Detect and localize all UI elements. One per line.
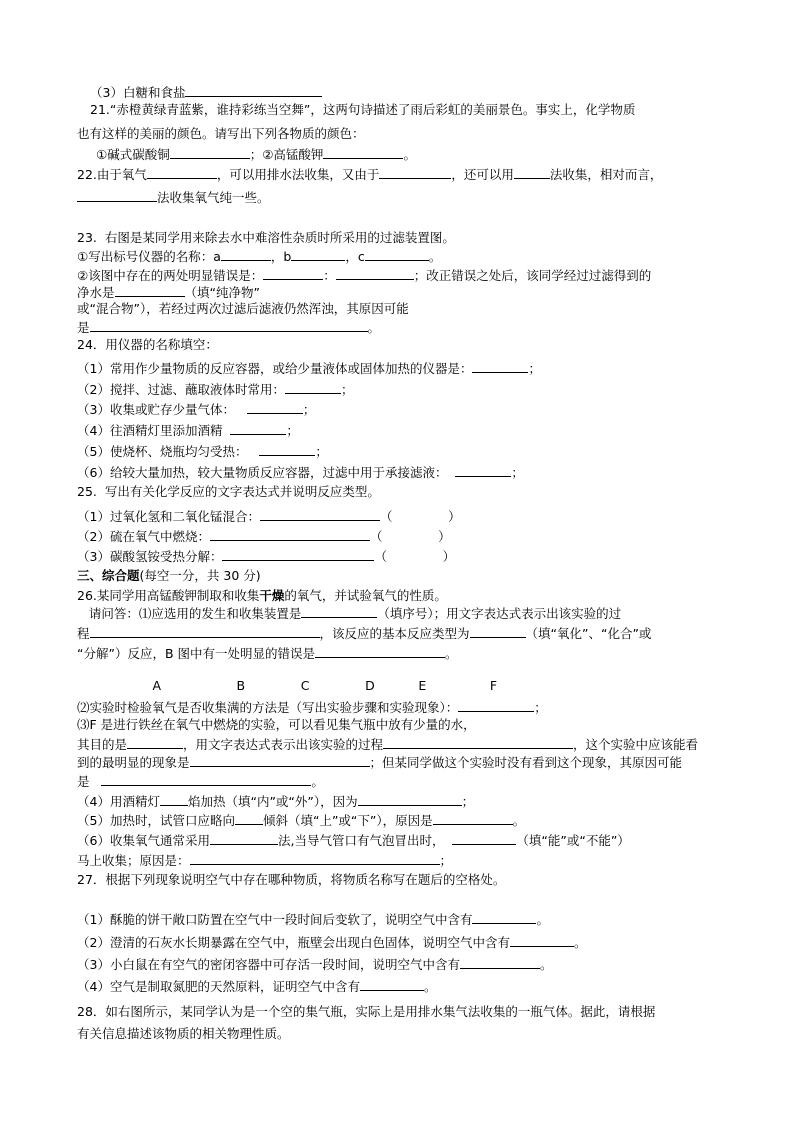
text-line xyxy=(77,484,380,500)
text-line xyxy=(77,464,524,481)
line-text: 21.“赤橙黄绿青蓝紫，谁持彩练当空舞”，这两句诗描述了雨后彩虹的美丽景色。事实上，化学物质 xyxy=(90,102,636,117)
line-text: 净水是 xyxy=(77,285,115,300)
line-text: 。 xyxy=(367,320,381,335)
line-text: 。 xyxy=(403,147,416,162)
answer-blank[interactable] xyxy=(259,443,315,456)
line-text: 23. 右图是某同学用来除去水中难溶性杂质时所采用的过滤装置图。 xyxy=(77,230,455,245)
answer-blank[interactable] xyxy=(360,978,424,991)
text-line xyxy=(77,548,455,565)
line-text: A B C D E F xyxy=(77,678,498,693)
line-text: 25. 写出有关化学反应的文字表达式并说明反应类型。 xyxy=(77,484,380,499)
text-line xyxy=(77,754,682,771)
answer-blank[interactable] xyxy=(336,267,414,280)
text-line xyxy=(77,360,541,377)
line-text: ； xyxy=(439,853,453,868)
line-text: ①写出标号仪器的名称：a xyxy=(77,249,221,264)
text-line xyxy=(77,301,409,317)
line-text: ； xyxy=(302,402,316,417)
text-line xyxy=(77,1004,655,1020)
answer-blank[interactable] xyxy=(210,832,278,845)
answer-blank[interactable] xyxy=(455,464,511,477)
answer-blank[interactable] xyxy=(115,284,185,297)
line-text: （2）硫在氧气中燃烧： xyxy=(77,529,210,544)
text-line xyxy=(77,736,698,753)
line-text: （1）酥脆的饼干敞口防置在空气中一段时间后变软了，说明空气中含有 xyxy=(77,912,473,927)
text-line xyxy=(77,588,447,604)
answer-blank[interactable] xyxy=(472,360,528,373)
answer-blank[interactable] xyxy=(323,146,403,159)
line-text: ，用文字表达式表示出该实验的过程 xyxy=(183,737,384,752)
line-text: 的氧气，并试验氧气的性质。 xyxy=(284,588,447,603)
line-text: 。 xyxy=(428,249,442,264)
answer-blank[interactable] xyxy=(472,911,536,924)
line-text: 22.由于氧气 xyxy=(77,167,147,182)
line-text: “分解”）反应，B 图中有一处明显的错误是 xyxy=(77,646,316,661)
answer-blank[interactable] xyxy=(301,605,377,618)
text-line xyxy=(77,508,461,525)
answer-blank[interactable] xyxy=(170,146,250,159)
line-text: （1）过氧化氢和二氧化锰混合： xyxy=(77,509,260,524)
bold-text: 干燥 xyxy=(259,588,285,603)
text-line xyxy=(77,267,651,284)
text-line xyxy=(77,528,451,545)
text-line xyxy=(77,248,441,265)
answer-blank[interactable] xyxy=(383,736,573,749)
answer-blank[interactable] xyxy=(147,166,217,179)
bold-text: 三、综合题 xyxy=(77,568,140,583)
text-line xyxy=(90,84,322,101)
line-text: 法,当导气管口有气泡冒出时， xyxy=(277,833,453,848)
answer-blank[interactable] xyxy=(222,548,374,561)
answer-blank[interactable] xyxy=(263,267,323,280)
line-text: ；但某同学做这个实验时没有看到这个现象，其原因可能 xyxy=(369,755,683,770)
line-text: （ ） xyxy=(379,509,461,524)
line-text: 。 xyxy=(536,912,549,927)
answer-blank[interactable] xyxy=(460,956,540,969)
line-text: 。 xyxy=(423,979,437,994)
text-line xyxy=(77,911,549,928)
line-text: 。 xyxy=(311,774,324,789)
answer-blank[interactable] xyxy=(470,625,526,638)
answer-blank[interactable] xyxy=(247,401,303,414)
answer-blank[interactable] xyxy=(190,852,440,865)
line-text: （填“纯净物” xyxy=(184,285,260,300)
answer-blank[interactable] xyxy=(210,528,370,541)
line-text: ； xyxy=(315,444,328,459)
text-line xyxy=(77,773,324,790)
line-text: （3）白糖和食盐 xyxy=(90,85,186,100)
line-text: ；②高锰酸钾 xyxy=(249,147,324,162)
text-line xyxy=(77,812,525,829)
line-text: ①碱式碳酸铜 xyxy=(96,147,170,162)
answer-blank[interactable] xyxy=(452,832,516,845)
text-line xyxy=(77,166,662,183)
line-text: ； xyxy=(534,700,547,715)
line-text: ，c xyxy=(345,249,365,264)
line-text: ⑵实验时检验氧气是否收集满的方法是（写出实验步骤和实验现象）： xyxy=(77,700,459,715)
text-line xyxy=(77,230,455,246)
line-text: （填“氧化”、“化合”或 xyxy=(525,626,652,641)
line-text: ； xyxy=(286,423,299,438)
line-text: 有关信息描述该物质的相关物理性质。 xyxy=(77,1026,290,1041)
text-line xyxy=(77,678,497,694)
text-line xyxy=(77,717,476,733)
line-text: 26.某同学用高锰酸钾制取和收集 xyxy=(77,588,260,603)
line-text: （4）往酒精灯里添加酒精 xyxy=(77,423,231,438)
line-text: （1）常用作少量物质的反应容器，或给少量液体或固体加热的仪器是： xyxy=(77,361,473,376)
line-text: ，可以用排水法收集，又由于 xyxy=(216,167,380,182)
text-line xyxy=(77,625,651,642)
line-text: （3）碳酸氢铵受热分解： xyxy=(77,549,223,564)
line-text: (每空一分，共 30 分) xyxy=(139,568,261,583)
answer-blank[interactable] xyxy=(514,166,550,179)
answer-blank[interactable] xyxy=(291,248,345,261)
answer-blank[interactable] xyxy=(230,422,286,435)
answer-blank[interactable] xyxy=(90,625,320,638)
answer-blank[interactable] xyxy=(358,793,462,806)
answer-blank[interactable] xyxy=(127,736,183,749)
text-line xyxy=(96,146,416,163)
text-line xyxy=(90,102,635,118)
line-text: 是 xyxy=(77,320,90,335)
answer-blank[interactable] xyxy=(160,793,188,806)
line-text: ，还可以用 xyxy=(451,167,514,182)
answer-blank[interactable] xyxy=(185,84,322,97)
answer-blank[interactable] xyxy=(510,934,574,947)
line-text: 马上收集；原因是： xyxy=(77,853,190,868)
text-line xyxy=(77,956,552,973)
text-line xyxy=(77,319,380,336)
line-text: 焰加热（填“内”或“外”），因为 xyxy=(187,794,358,809)
text-line xyxy=(77,852,452,869)
answer-blank[interactable] xyxy=(77,189,157,202)
line-text: 24．用仪器的名称填空： xyxy=(77,337,218,352)
line-text: ，这个实验中应该能看 xyxy=(573,737,699,752)
line-text: 其目的是 xyxy=(77,737,128,752)
line-text: （填序号）；用文字表达式表示出该实验的过 xyxy=(377,606,622,621)
answer-blank[interactable] xyxy=(235,812,263,825)
line-text: ②该图中存在的两处明显错误是： xyxy=(77,268,264,283)
line-text: ，b xyxy=(270,249,292,264)
line-text: 。 xyxy=(512,813,526,828)
line-text: 请问答：⑴应选用的发生和收集装置是 xyxy=(77,606,302,621)
text-line xyxy=(77,934,586,951)
line-text: （4）用酒精灯 xyxy=(77,794,160,809)
line-text: （4）空气是制取氮肥的天然原料，证明空气中含有 xyxy=(77,979,360,994)
text-line xyxy=(77,126,365,142)
line-text: （ ） xyxy=(369,529,451,544)
line-text: 程 xyxy=(77,626,90,641)
line-text: 28．如右图所示，某同学认为是一个空的集气瓶，实际上是用排水集气法收集的一瓶气体。据此，请根据 xyxy=(77,1004,656,1019)
answer-blank[interactable] xyxy=(101,773,311,786)
line-text: （5）使烧杯、烧瓶均匀受热： xyxy=(77,444,260,459)
line-text: （填“能”或“不能”） xyxy=(516,833,630,848)
line-text: ，该反应的基本反应类型为 xyxy=(319,626,470,641)
line-text: （ ） xyxy=(374,549,456,564)
line-text: （2）澄清的石灰水长期暴露在空气中，瓶壁会出现白色固体，说明空气中含有 xyxy=(77,935,510,950)
text-line xyxy=(77,832,630,849)
line-text: 是 xyxy=(77,774,102,789)
line-text: 或“混合物”），若经过两次过滤后滤液仍然浑浊，其原因可能 xyxy=(77,301,409,316)
answer-blank[interactable] xyxy=(221,248,271,261)
answer-blank[interactable] xyxy=(90,319,368,332)
answer-blank[interactable] xyxy=(315,645,445,658)
line-text: 法收集氧气纯一些。 xyxy=(157,190,270,205)
text-line xyxy=(77,189,270,206)
line-text: ；改正错误之处后，该同学经过过滤得到的 xyxy=(413,268,652,283)
line-text: 倾斜（填“上”或“下”），原因是 xyxy=(262,813,433,828)
text-line xyxy=(77,337,218,353)
text-line xyxy=(77,381,353,398)
line-text: （6）给较大量加热，较大量物质反应容器，过滤中用于承接滤液： xyxy=(77,465,456,480)
text-line xyxy=(77,605,621,622)
line-text: （3）小白鼠在有空气的密闭容器中可存活一段时间，说明空气中含有 xyxy=(77,957,460,972)
answer-blank[interactable] xyxy=(285,381,341,394)
line-text: ； xyxy=(511,465,524,480)
answer-blank[interactable] xyxy=(458,699,534,712)
answer-blank[interactable] xyxy=(379,166,451,179)
text-line xyxy=(77,568,261,584)
line-text: 。 xyxy=(573,935,587,950)
text-line xyxy=(77,284,260,301)
line-text: ： xyxy=(323,268,336,283)
line-text: ； xyxy=(528,361,541,376)
line-text: （6）收集氧气通常采用 xyxy=(77,833,210,848)
answer-blank[interactable] xyxy=(190,754,370,767)
text-line xyxy=(77,978,436,995)
answer-blank[interactable] xyxy=(433,812,513,825)
line-text: ⑶F 是进行铁丝在氧气中燃烧的实验，可以看见集气瓶中放有少量的水， xyxy=(77,717,476,732)
text-line xyxy=(77,793,474,810)
text-line xyxy=(77,699,547,716)
line-text: ； xyxy=(340,382,354,397)
line-text: 27．根据下列现象说明空气中存在哪种物质，将物质名称写在题后的空格处。 xyxy=(77,872,506,887)
text-line xyxy=(77,422,299,439)
text-line xyxy=(77,1026,290,1042)
answer-blank[interactable] xyxy=(260,508,380,521)
line-text: 。 xyxy=(539,957,553,972)
line-text: 到的最明显的现象是 xyxy=(77,755,190,770)
line-text: 。 xyxy=(445,646,458,661)
text-line xyxy=(77,443,328,460)
answer-blank[interactable] xyxy=(365,248,429,261)
text-line xyxy=(77,872,505,888)
line-text: ； xyxy=(461,794,475,809)
line-text: 也有这样的美丽的颜色。请写出下列各物质的颜色： xyxy=(77,126,365,141)
line-text: （2）搅拌、过滤、蘸取液体时常用： xyxy=(77,382,285,397)
line-text: 法收集，相对而言， xyxy=(549,167,663,182)
line-text: （5）加热时，试管口应略向 xyxy=(77,813,235,828)
text-line xyxy=(77,645,458,662)
text-line xyxy=(77,401,315,418)
line-text: （3）收集或贮存少量气体： xyxy=(77,402,247,417)
